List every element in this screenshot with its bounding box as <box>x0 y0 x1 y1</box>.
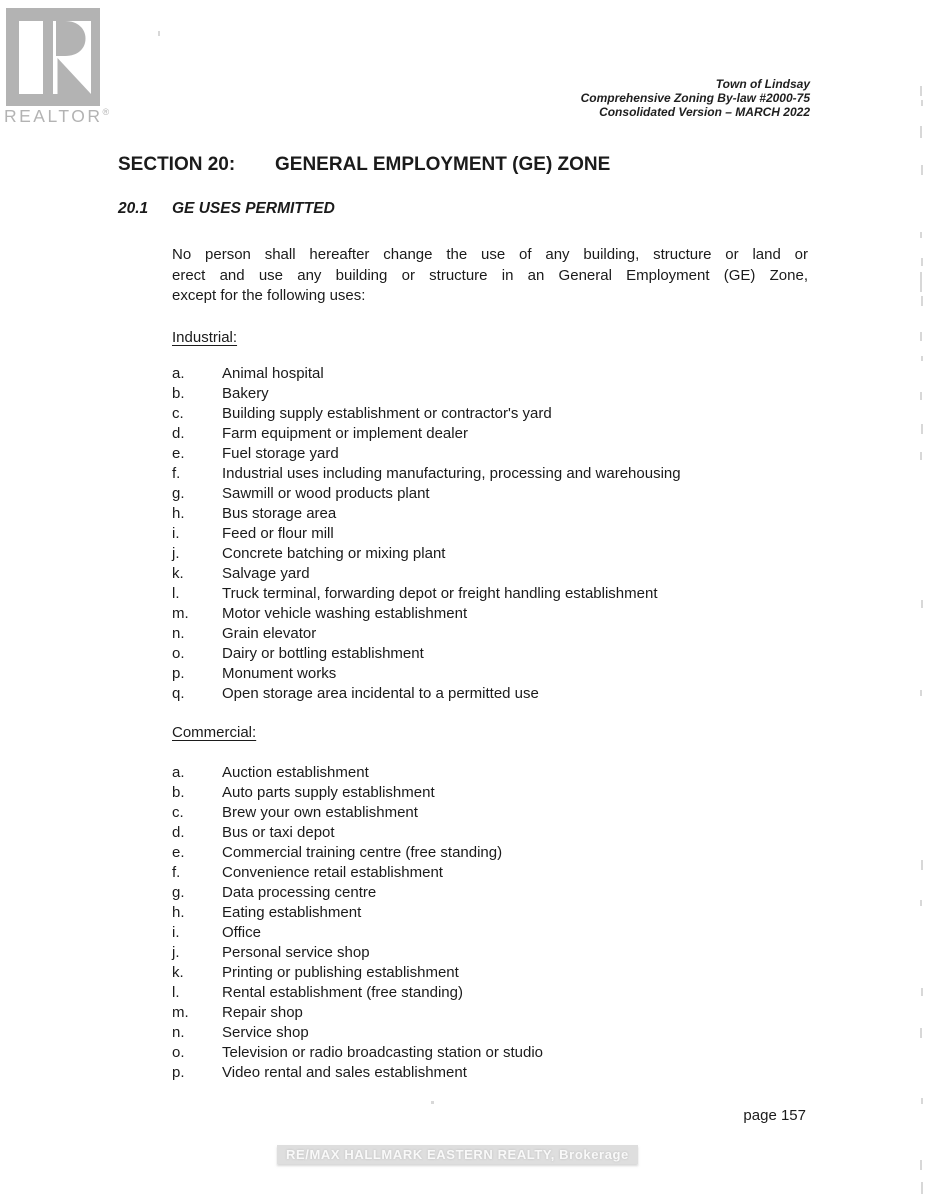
list-item <box>172 1003 543 1023</box>
industrial-list <box>172 364 681 704</box>
section-zone-name: GENERAL EMPLOYMENT (GE) ZONE <box>275 154 611 175</box>
item-text: Auto parts supply establishment <box>222 784 435 801</box>
subsection-title: GE USES PERMITTED <box>172 200 335 217</box>
item-letter: c. <box>172 405 184 422</box>
item-text: Personal service shop <box>222 944 370 961</box>
item-letter: e. <box>172 445 185 462</box>
item-text: Bakery <box>222 385 269 402</box>
scan-artifact <box>921 165 923 175</box>
item-letter: g. <box>172 485 185 502</box>
scan-artifact <box>921 258 923 266</box>
item-text: Grain elevator <box>222 625 317 642</box>
item-letter: d. <box>172 425 185 442</box>
industrial-heading: Industrial: <box>172 329 238 346</box>
page-number: page 157 <box>743 1107 806 1124</box>
item-letter: q. <box>172 685 185 702</box>
item-letter: h. <box>172 904 185 921</box>
item-text: Sawmill or wood products plant <box>222 485 430 502</box>
item-letter: m. <box>172 605 189 622</box>
list-item <box>172 504 681 524</box>
item-text: Auction establishment <box>222 764 369 781</box>
item-letter: i. <box>172 924 180 941</box>
list-item <box>172 1023 543 1043</box>
item-text: Concrete batching or mixing plant <box>222 545 446 562</box>
item-text: Motor vehicle washing establishment <box>222 605 468 622</box>
document-header-meta <box>581 77 810 119</box>
scan-artifact <box>920 232 922 238</box>
item-text: Data processing centre <box>222 884 377 901</box>
section-title <box>118 154 610 176</box>
scan-artifact <box>921 424 923 434</box>
list-item <box>172 923 543 943</box>
item-letter: f. <box>172 864 181 881</box>
item-letter: g. <box>172 884 185 901</box>
item-letter: n. <box>172 625 185 642</box>
scan-artifact <box>921 600 923 608</box>
item-letter: p. <box>172 665 185 682</box>
list-item <box>172 404 681 424</box>
scan-artifact <box>920 86 922 96</box>
list-item <box>172 803 543 823</box>
scan-artifact <box>920 332 922 341</box>
list-item <box>172 544 681 564</box>
item-text: Office <box>222 924 261 941</box>
scan-artifact <box>921 356 923 361</box>
item-letter: i. <box>172 525 180 542</box>
realtor-wordmark: REALTOR® <box>4 106 110 126</box>
item-text: Truck terminal, forwarding depot or freight handling establishment <box>222 585 658 602</box>
item-text: Dairy or bottling establishment <box>222 645 424 662</box>
scan-artifact <box>921 100 923 106</box>
item-text: Industrial uses including manufacturing, processing and warehousing <box>222 465 681 482</box>
scan-artifact <box>920 690 922 696</box>
scan-artifact <box>920 1028 922 1038</box>
item-text: Printing or publishing establishment <box>222 964 459 981</box>
list-item <box>172 1063 543 1083</box>
scan-artifact <box>920 1160 922 1170</box>
item-text: Rental establishment (free standing) <box>222 984 463 1001</box>
item-text: Monument works <box>222 665 337 682</box>
list-item <box>172 424 681 444</box>
scan-artifact <box>920 272 922 292</box>
list-item <box>172 524 681 544</box>
item-text: Repair shop <box>222 1004 303 1021</box>
list-item <box>172 664 681 684</box>
item-letter: c. <box>172 804 184 821</box>
list-item <box>172 783 543 803</box>
item-text: Service shop <box>222 1024 309 1041</box>
scan-artifact <box>921 1182 923 1194</box>
item-text: Farm equipment or implement dealer <box>222 425 468 442</box>
list-item <box>172 364 681 384</box>
item-text: Video rental and sales establishment <box>222 1064 467 1081</box>
list-item <box>172 883 543 903</box>
section-number: SECTION 20: <box>118 154 236 175</box>
item-letter: o. <box>172 645 185 662</box>
item-letter: m. <box>172 1004 189 1021</box>
item-text: Brew your own establishment <box>222 804 418 821</box>
scan-artifact <box>921 296 923 306</box>
scan-artifact <box>920 452 922 460</box>
list-item <box>172 644 681 664</box>
scan-artifact <box>921 988 923 996</box>
item-letter: j. <box>172 944 180 961</box>
subsection-number: 20.1 <box>118 200 149 217</box>
item-letter: j. <box>172 545 180 562</box>
list-item <box>172 983 543 1003</box>
subsection-heading <box>118 200 335 218</box>
item-text: Bus storage area <box>222 505 337 522</box>
list-item <box>172 943 543 963</box>
list-item <box>172 564 681 584</box>
list-item <box>172 464 681 484</box>
realtor-logo-icon <box>6 8 100 106</box>
item-letter: h. <box>172 505 185 522</box>
item-letter: a. <box>172 764 185 781</box>
intro-line: No person shall hereafter change the use of any building, structure or land or <box>172 246 808 263</box>
realtor-logo <box>6 8 100 106</box>
scan-artifact <box>431 1101 434 1104</box>
intro-line: except for the following uses: <box>172 287 366 304</box>
intro-paragraph <box>172 245 808 307</box>
intro-line: erect and use any building or structure in an General Employment (GE) Zone, <box>172 266 808 284</box>
item-letter: l. <box>172 984 180 1001</box>
item-text: Salvage yard <box>222 565 310 582</box>
list-item <box>172 823 543 843</box>
item-letter: d. <box>172 824 185 841</box>
item-text: Bus or taxi depot <box>222 824 335 841</box>
list-item <box>172 963 543 983</box>
scan-artifact <box>921 860 923 870</box>
list-item <box>172 624 681 644</box>
list-item <box>172 584 681 604</box>
list-item <box>172 604 681 624</box>
item-text: Television or radio broadcasting station or studio <box>222 1044 544 1061</box>
list-item <box>172 1043 543 1063</box>
item-text: Feed or flour mill <box>222 525 334 542</box>
item-letter: k. <box>172 565 184 582</box>
list-item <box>172 843 543 863</box>
item-text: Building supply establishment or contractor's yard <box>222 405 552 422</box>
item-letter: b. <box>172 385 185 402</box>
item-text: Animal hospital <box>222 365 324 382</box>
scan-artifact <box>920 392 922 400</box>
item-letter: n. <box>172 1024 185 1041</box>
list-item <box>172 444 681 464</box>
registered-mark: ® <box>102 107 110 118</box>
header-line: Town of Lindsay <box>715 77 810 91</box>
item-text: Convenience retail establishment <box>222 864 443 881</box>
commercial-list <box>172 763 543 1083</box>
header-line: Comprehensive Zoning By-law #2000-75 <box>580 91 810 105</box>
list-item <box>172 484 681 504</box>
header-line: Consolidated Version – MARCH 2022 <box>599 105 810 119</box>
scan-artifact <box>920 126 922 138</box>
item-letter: p. <box>172 1064 185 1081</box>
commercial-heading: Commercial: <box>172 724 257 741</box>
item-text: Open storage area incidental to a permitted use <box>222 685 539 702</box>
list-item <box>172 684 681 704</box>
list-item <box>172 863 543 883</box>
item-letter: o. <box>172 1044 185 1061</box>
item-letter: e. <box>172 844 185 861</box>
item-letter: f. <box>172 465 181 482</box>
item-letter: k. <box>172 964 184 981</box>
item-letter: a. <box>172 365 185 382</box>
list-item <box>172 763 543 783</box>
list-item <box>172 384 681 404</box>
item-text: Fuel storage yard <box>222 445 339 462</box>
scan-artifact <box>158 31 160 36</box>
item-letter: l. <box>172 585 180 602</box>
scan-artifact <box>920 900 922 906</box>
scan-artifact <box>921 1098 923 1104</box>
item-text: Eating establishment <box>222 904 362 921</box>
item-text: Commercial training centre (free standing) <box>222 844 503 861</box>
list-item <box>172 903 543 923</box>
item-letter: b. <box>172 784 185 801</box>
brokerage-watermark: RE/MAX HALLMARK EASTERN REALTY, Brokerage <box>277 1145 638 1164</box>
